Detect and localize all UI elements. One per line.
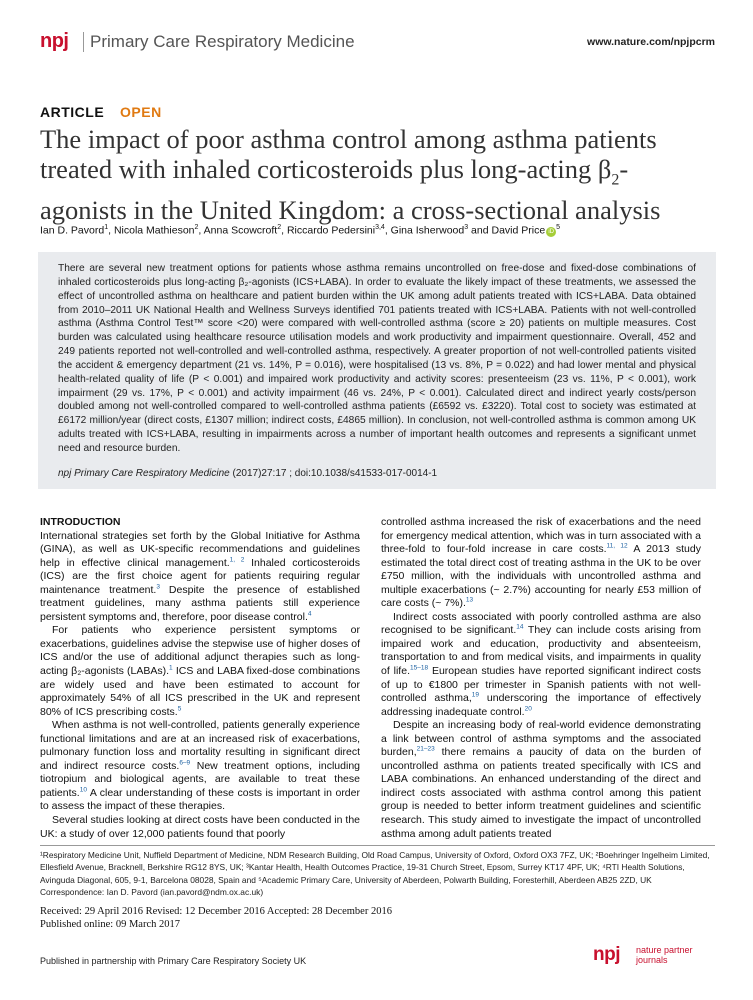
body-text: underscoring the importance of effectively addressing inadequate control. bbox=[381, 692, 701, 718]
reference-link[interactable]: 14 bbox=[516, 623, 524, 631]
reference-link[interactable]: 21–23 bbox=[416, 745, 435, 753]
reference-link[interactable]: 10 bbox=[79, 786, 87, 794]
author-list bbox=[40, 221, 720, 238]
reference-link[interactable]: 15–18 bbox=[409, 664, 429, 672]
footer-partner-text bbox=[636, 945, 693, 965]
reference-link[interactable]: 19 bbox=[471, 691, 480, 699]
body-text: A 2013 study estimated the total direct cost of treating asthma in the UK to be over £750 million, with the individuals with uncontrolled asthma and multiple exacerbations (~ 2.7%) accounting for nearly £53 million of care costs (~ 7%). bbox=[381, 543, 701, 610]
title-line-3: agonists in the United Kingdom: a cross-sectional analysis bbox=[40, 195, 661, 226]
journal-header bbox=[40, 30, 715, 54]
author-separator: , bbox=[384, 224, 391, 237]
abstract-text: There are several new treatment options for patients whose asthma remains uncontrolled on free-dose and fixed-dose combinations of inhaled corticosteroids plus long-acting β₂-agonists (ICS+LABA). In order to evaluate the likely impact of these treatments, we assessed the effect of uncontrolled asthma on healthcare and patient burden within the UK among adult patients treated with ICS+LABA. Data obtained from 2010–2011 UK National Health and Wellness Surveys identified 701 patients treated with ICS+LABA. Patients with not well-controlled asthma (Asthma Control Test™ score <20) were compared with well-controlled asthma (score ≥ 20) patients on multiple measures. Cost burden was calculated using healthcare resource utilisation models and work productivity and impairment questionnaire. Overall, 452 and 249 patients reported not well-controlled and well-controlled asthma, respectively. A greater proportion of not well-controlled patients visited the accident & emergency department (21 vs. 14%, P = 0.016), were hospitalised (13 vs. 8%, P = 0.022) and had lower mental and physical health-related quality of life (P < 0.001) and impaired work productivity and activity scores: presenteeism (23 vs. 11%, P < 0.001), work impairment (29 vs. 17%, P < 0.001) and activity impairment (46 vs. 24%, P < 0.001). Calculated direct and indirect yearly costs/person doubled among not well-controlled compared to well-controlled asthma patients (£6592 vs. £3220). Total cost to society was estimated at £6172 million/year (direct costs, £1307 million; indirect costs, £4865 million). In conclusion, not well-controlled asthma is common among UK adults treated with ICS+LABA, resulting in impairments across a number of important health outcomes and represents a significant unmet need and resource burden. bbox=[58, 263, 696, 454]
npj-logo[interactable]: npj bbox=[40, 30, 69, 52]
author-name[interactable]: Ian D. Pavord bbox=[40, 224, 105, 237]
partner-line-2: journals bbox=[636, 955, 668, 965]
journal-url-link[interactable]: www.nature.com/npjpcrm bbox=[587, 36, 715, 48]
body-column-left bbox=[40, 516, 360, 841]
author-name[interactable]: Gina Isherwood bbox=[390, 224, 465, 237]
reference-link[interactable]: 3 bbox=[156, 583, 160, 591]
nature-partner-journals-logo[interactable] bbox=[593, 944, 718, 968]
author-name[interactable]: Anna Scowcroft bbox=[203, 224, 278, 237]
author-name[interactable]: David Price bbox=[491, 224, 546, 237]
orcid-icon[interactable]: iD bbox=[546, 227, 556, 237]
citation-journal: npj Primary Care Respiratory Medicine bbox=[58, 468, 230, 479]
reference-link[interactable]: 11, 12 bbox=[606, 542, 628, 550]
author-name[interactable]: Riccardo Pedersini bbox=[286, 224, 376, 237]
reference-link[interactable]: 5 bbox=[177, 705, 182, 713]
body-paragraph bbox=[40, 530, 360, 625]
correspondence-text[interactable]: Correspondence: Ian D. Pavord (ian.pavord@ndm.ox.ac.uk) bbox=[40, 887, 264, 898]
citation-doi[interactable]: (2017)27:17 ; doi:10.1038/s41533-017-0014-1 bbox=[229, 468, 438, 479]
body-text: Inhaled corticosteroids (ICS) are the first choice agent for patients requiring regular maintenance treatment. bbox=[40, 556, 361, 596]
publication-dates bbox=[40, 905, 540, 931]
body-paragraph: Several studies looking at direct costs have been conducted in the UK: a study of over 12,000 patients found that poorly bbox=[40, 814, 360, 840]
author-affiliation: 1 bbox=[104, 224, 109, 231]
footer-npj-logo: npj bbox=[593, 944, 620, 965]
author-separator: , bbox=[108, 224, 114, 237]
open-access-label: OPEN bbox=[120, 104, 162, 120]
author-affiliation: 2 bbox=[277, 224, 282, 231]
body-text: When asthma is not well-controlled, patients generally experience functional limitations and are at an increased risk of exacerbations, pulmonary function loss and mortality resulting in significant direct and indirect resource costs. bbox=[40, 719, 360, 772]
body-text: International strategies set forth by the Global Initiative for Asthma (GINA), as well as UK-specific recommendations and guidelines help in effective clinical management. bbox=[40, 529, 360, 569]
body-paragraph bbox=[40, 719, 360, 814]
reference-link[interactable]: 4 bbox=[307, 610, 312, 618]
author-affiliation: 5 bbox=[556, 224, 561, 231]
author-name[interactable]: Nicola Mathieson bbox=[113, 224, 195, 237]
body-text: controlled asthma increased the risk of exacerbations and the need for emergency medical attention, which was in turn associated with a three-fold to four-fold increase in care costs. bbox=[381, 516, 701, 556]
body-text: European studies have reported significant indirect costs of up to €1800 per trimester in Spanish patients with not well-controlled asthma, bbox=[381, 665, 701, 705]
footnote-divider bbox=[40, 845, 715, 846]
body-text: Despite the presence of established treatment guidelines, many asthma patients still experience persistent symptoms and, therefore, poor disease control. bbox=[40, 583, 361, 623]
title-line-2-end: - bbox=[619, 154, 629, 184]
citation-line bbox=[58, 468, 437, 479]
body-paragraph bbox=[381, 719, 701, 841]
published-date: Published online: 09 March 2017 bbox=[40, 919, 180, 930]
body-paragraph bbox=[381, 611, 701, 719]
body-text: For patients who experience persistent symptoms or exacerbations, guidelines advise the stepwise use of higher doses of ICS and/or the use of additional adjunct therapies such as long-acting β₂-agonists (LABAs). bbox=[40, 624, 360, 678]
abstract-box bbox=[38, 252, 716, 489]
title-line-2: treated with inhaled corticosteroids plus long-acting β bbox=[40, 154, 612, 184]
author-separator: and bbox=[468, 224, 492, 237]
received-dates: Received: 29 April 2016 Revised: 12 December 2016 Accepted: 28 December 2016 bbox=[40, 906, 392, 917]
affiliations-text: ¹Respiratory Medicine Unit, Nuffield Department of Medicine, NDM Research Building, Old Road Campus, University of Oxford, Oxford OX3 7FZ, UK; ²Boehringer Ingelheim Limited, Ellesfield Avenue, Bracknell, Berkshire RG12 8YS, UK; ³Kantar Health, Health Outcomes Practice, 19-31 Church Street, Epsom, Surrey KT17 4PF, UK; ⁴RTI Health Solutions, Avinguda Diagonal, 605, 9-1, Barcelona 08028, Spain and ⁵Academic Primary Care, University of Aberdeen, Polwarth Building, Foresterhill, Aberdeen AB25 2ZD, UK bbox=[40, 850, 710, 885]
author-separator: , bbox=[198, 224, 204, 237]
reference-link[interactable]: 13 bbox=[465, 596, 474, 604]
reference-link[interactable]: 1 bbox=[169, 664, 173, 672]
body-text: New treatment options, including tiotropium and biological agents, are available to treat these patients. bbox=[40, 759, 360, 799]
body-column-right bbox=[381, 516, 701, 841]
reference-link[interactable]: 20 bbox=[524, 705, 532, 713]
header-divider bbox=[83, 32, 84, 52]
body-paragraph bbox=[40, 624, 360, 719]
body-paragraph bbox=[381, 516, 701, 611]
author-affiliation: 2 bbox=[194, 224, 199, 231]
partner-line-1: nature partner bbox=[636, 945, 693, 955]
author-affiliation: 3,4 bbox=[375, 224, 385, 231]
body-text: Indirect costs associated with poorly controlled asthma are also recognised to be significant. bbox=[381, 610, 701, 637]
body-text: They can include costs arising from impaired work and education, productivity and absenteeism, transportation to and from medical visits, and impairments in quality of life. bbox=[381, 624, 701, 678]
reference-link[interactable]: 6–9 bbox=[179, 759, 191, 767]
body-text: there remains a paucity of data on the burden of uncontrolled asthma on patients treated specifically with ICS and LABA combinations. An enhanced understanding of the direct and indirect costs associated with asthma control among this patient group is needed to better inform treatment guidelines and scientific research. This study aimed to investigate the impact of uncontrolled asthma among adult patients treated bbox=[381, 746, 701, 840]
author-separator: , bbox=[281, 224, 287, 237]
body-text: A clear understanding of these costs is important in order to assess the impact of these therapies. bbox=[40, 786, 360, 813]
article-type-label: ARTICLE bbox=[40, 104, 105, 120]
section-heading-introduction: INTRODUCTION bbox=[40, 516, 121, 528]
footnote-block bbox=[40, 849, 715, 899]
body-text: ICS and LABA fixed-dose combinations are widely used and have been estimated to account for approximately 54% of all ICS prescribed in the UK and represent 80% of ICS prescribing costs. bbox=[40, 665, 360, 718]
title-line-1: The impact of poor asthma control among asthma patients bbox=[40, 124, 657, 154]
body-text: Despite an increasing body of real-world evidence demonstrating a link between control of asthma symptoms and the associated burden, bbox=[381, 719, 701, 759]
journal-name[interactable]: Primary Care Respiratory Medicine bbox=[90, 32, 355, 51]
title-subscript: 2 bbox=[611, 171, 620, 189]
partnership-statement: Published in partnership with Primary Care Respiratory Society UK bbox=[40, 956, 307, 966]
article-title bbox=[40, 124, 720, 225]
author-affiliation: 3 bbox=[464, 224, 469, 231]
reference-link[interactable]: 1, 2 bbox=[229, 556, 245, 564]
